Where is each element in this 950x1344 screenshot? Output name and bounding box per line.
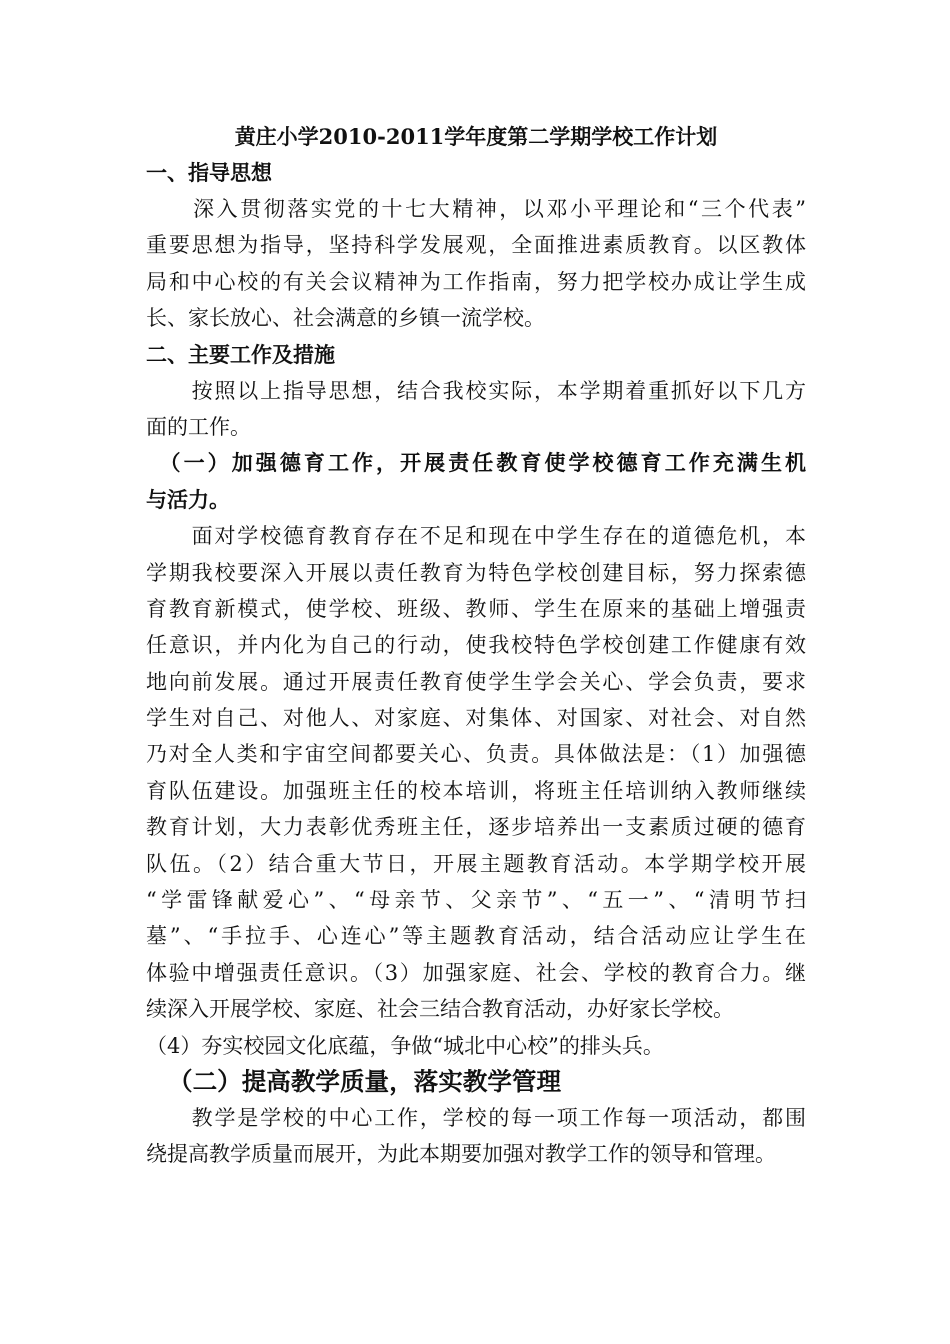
paragraph-moral-education bbox=[146, 518, 806, 1064]
text-line: 按照以上指导思想，结合我校实际，本学期着重抓好以下几方 bbox=[146, 378, 806, 403]
text-line: 育教育新模式，使学校、班级、教师、学生在原来的基础上增强责 bbox=[146, 596, 806, 621]
subsection-heading-teaching-quality: （二）提高教学质量，落实教学管理 bbox=[168, 1066, 562, 1096]
document-page bbox=[146, 118, 806, 1173]
section-heading-guiding-ideology: 一、指导思想 bbox=[146, 160, 272, 185]
text-line: 育队伍建设。加强班主任的校本培训，将班主任培训纳入教师继续 bbox=[146, 778, 806, 803]
text-line: 深入贯彻落实党的十七大精神，以邓小平理论和“三个代表” bbox=[146, 197, 806, 221]
paragraph-teaching-quality bbox=[146, 1100, 806, 1173]
text-line: 重要思想为指导，坚持科学发展观，全面推进素质教育。以区教体 bbox=[146, 233, 806, 258]
text-line: 与活力。 bbox=[146, 486, 230, 512]
text-line: 体验中增强责任意识。（3）加强家庭、社会、学校的教育合力。继 bbox=[146, 960, 806, 985]
text-line: 长、家长放心、社会满意的乡镇一流学校。 bbox=[146, 306, 545, 331]
text-line: 教学是学校的中心工作，学校的每一项工作每一项活动，都围 bbox=[146, 1105, 806, 1130]
text-line: 乃对全人类和宇宙空间都要关心、负责。具体做法是：（1）加强德 bbox=[146, 742, 806, 767]
text-line: 绕提高教学质量而展开，为此本期要加强对教学工作的领导和管理。 bbox=[146, 1142, 776, 1167]
text-line: 任意识，并内化为自己的行动，使我校特色学校创建工作健康有效 bbox=[146, 633, 806, 658]
text-line: 学生对自己、对他人、对家庭、对集体、对国家、对社会、对自然 bbox=[146, 706, 806, 731]
text-line: 面对学校德育教育存在不足和现在中学生存在的道德危机，本 bbox=[146, 524, 806, 549]
text-line: 队伍。（2）结合重大节日，开展主题教育活动。本学期学校开展 bbox=[146, 851, 806, 876]
section-heading-main-work: 二、主要工作及措施 bbox=[146, 341, 335, 367]
text-line: 墓”、“手拉手、心连心”等主题教育活动，结合活动应让学生在 bbox=[146, 924, 806, 949]
text-line: （一）加强德育工作，开展责任教育使学校德育工作充满生机 bbox=[146, 450, 806, 476]
text-line: 续深入开展学校、家庭、社会三结合教育活动，办好家长学校。 bbox=[146, 997, 734, 1022]
text-line: 教育计划，大力表彰优秀班主任，逐步培养出一支素质过硬的德育 bbox=[146, 815, 806, 840]
subsection-heading-moral-education bbox=[146, 445, 806, 518]
text-line: 地向前发展。通过开展责任教育使学生学会关心、学会负责，要求 bbox=[146, 669, 806, 694]
paragraph-guiding-ideology bbox=[146, 191, 806, 337]
text-line: （4）夯实校园文化底蕴，争做“城北中心校”的排头兵。 bbox=[146, 1033, 664, 1058]
paragraph-main-work-intro bbox=[146, 373, 806, 446]
text-line: 面的工作。 bbox=[146, 414, 251, 439]
text-line: “学雷锋献爱心”、“母亲节、父亲节”、“五一”、“清明节扫 bbox=[146, 888, 806, 913]
text-line: 学期我校要深入开展以责任教育为特色学校创建目标，努力探索德 bbox=[146, 560, 806, 585]
document-title: 黄庄小学2010-2011学年度第二学期学校工作计划 bbox=[234, 124, 718, 149]
text-line: 局和中心校的有关会议精神为工作指南，努力把学校办成让学生成 bbox=[146, 269, 806, 294]
